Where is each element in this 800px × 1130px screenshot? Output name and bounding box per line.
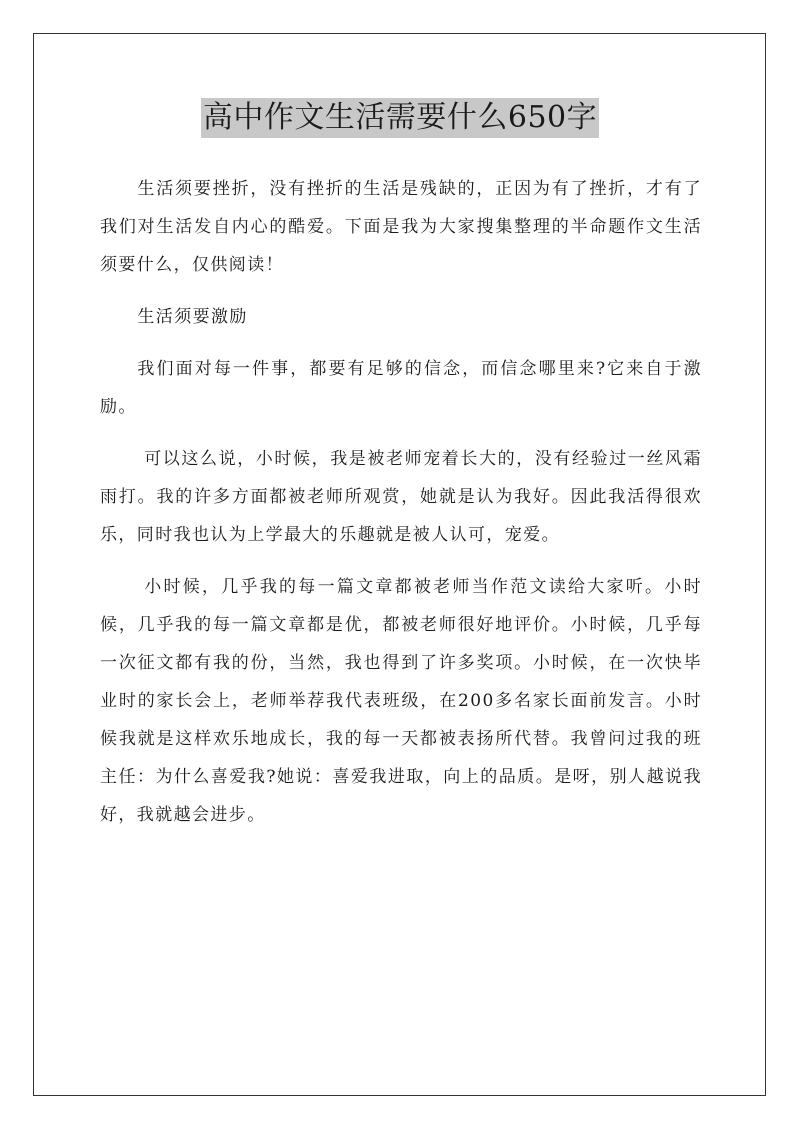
intro-paragraph: 生活须要挫折，没有挫折的生活是残缺的，正因为有了挫折，才有了我们对生活发自内心的酷爱。下面是我为大家搜集整理的半命题作文生活须要什么，仅供阅读！ — [100, 179, 702, 275]
body-paragraph: 小时候，几乎我的每一篇文章都被老师当作范文读给大家听。小时候，几乎我的每一篇文章都是优，都被老师很好地评价。小时候，几乎每一次征文都有我的份，当然，我也得到了许多奖项。小时候，在一次快毕业时的家长会上，老师举荐我代表班级，在200多名家长面前发言。小时候我就是这样欢乐地成长，我的每一天都被表扬所代替。我曾问过我的班主任：为什么喜爱我?她说：喜爱我进取，向上的品质。是呀，别人越说我好，我就越会进步。 — [100, 577, 702, 825]
title-container — [0, 98, 800, 138]
document-title: 高中作文生活需要什么650字 — [201, 98, 599, 138]
body-paragraph: 可以这么说，小时候，我是被老师宠着长大的，没有经验过一丝风霜雨打。我的许多方面都被老师所观赏，她就是认为我好。因此我活得很欢乐，同时我也认为上学最大的乐趣就是被人认可，宠爱。 — [100, 449, 702, 545]
section-heading: 生活须要激励 — [137, 307, 248, 327]
body-paragraph: 我们面对每一件事，都要有足够的信念，而信念哪里来?它来自于激励。 — [100, 359, 702, 417]
document-body — [100, 170, 702, 848]
